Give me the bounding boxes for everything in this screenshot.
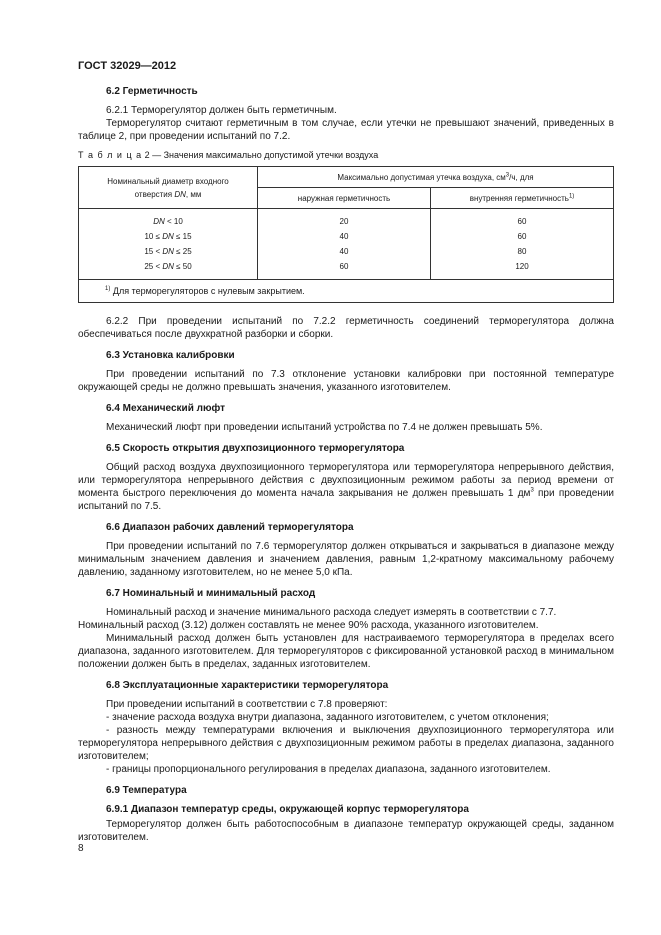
cell-external: 60 — [258, 259, 431, 280]
paragraph-6-2-1: 6.2.1 Терморегулятор должен быть герметичным. — [106, 105, 337, 116]
table-header-row — [79, 167, 614, 188]
section-6-9-1-heading: 6.9.1 Диапазон температур среды, окружающей корпус терморегулятора — [106, 804, 469, 815]
table-footnote: $^{1)}$ Для терморегуляторов с нулевым закрытием. — [79, 280, 614, 303]
paragraph-6-2-2: 6.2.2 При проведении испытаний по 7.2.2 герметичность соединений терморегулятора должна обеспечиваться после двухкратной разборки и сборки. — [78, 316, 614, 340]
cell-external: 20 — [258, 209, 431, 230]
section-6-2-heading: 6.2 Герметичность — [106, 86, 198, 97]
cell-dn: 25 < DN ≤ 50 — [79, 259, 258, 280]
cell-external: 40 — [258, 244, 431, 259]
section-6-6-heading: 6.6 Диапазон рабочих давлений терморегулятора — [106, 522, 354, 533]
section-6-4-heading: 6.4 Механический люфт — [106, 403, 226, 414]
section-6-8-heading: 6.8 Эксплуатационные характеристики терморегулятора — [106, 680, 389, 691]
paragraph-6-6: При проведении испытаний по 7.6 терморегулятор должен открываться и закрываться в диапазоне между минимальным значением давления и значением давления, равным 1,2-кратному максимальному рабочему давлению, заданному изготовителем, но не менее 5,0 кПа. — [78, 541, 614, 578]
table-footnote-row — [79, 280, 614, 303]
page-number: 8 — [78, 843, 84, 854]
section-6-5-heading: 6.5 Скорость открытия двухпозиционного терморегулятора — [106, 443, 405, 454]
section-6-7-heading: 6.7 Номинальный и минимальный расход — [106, 588, 316, 599]
header-internal: внутренняя герметичность$^{1)}$ — [431, 188, 614, 209]
header-external: наружная герметичность — [258, 188, 431, 209]
table-row — [79, 229, 614, 244]
paragraph-6-3: При проведении испытаний по 7.3 отклонение установки калибровки при постоянной температуре окружающей среды не должно превышать значения, указанного изготовителем. — [78, 369, 614, 393]
standard-header: ГОСТ 32029—2012 — [78, 60, 177, 72]
section-6-3-heading: 6.3 Установка калибровки — [106, 350, 235, 361]
table-caption — [78, 149, 614, 162]
cell-dn: 15 < DN ≤ 25 — [79, 244, 258, 259]
table-row — [79, 259, 614, 280]
cell-dn: 10 ≤ DN ≤ 15 — [79, 229, 258, 244]
list-item: - разность между температурами включения и выключения двухпозиционного терморегулятора или терморегулятора непрерывного действия с двухпозиционным режимом работы в пределах диапазона, заданного изготовителем; — [78, 725, 614, 762]
paragraph-6-5: Общий расход воздуха двухпозиционного терморегулятора или терморегулятора непрерывного действия, или терморегулятора непрерывного действия с двухпозиционным режимом работы за период времени от момента быстрого переключения до момента начала закрывания не должен превышать 1 $дм^3$ при проведении испытаний по 7.5. — [78, 462, 614, 512]
paragraph-6-8-intro: При проведении испытаний в соответствии с 7.8 проверяют: — [106, 699, 388, 710]
leakage-table — [78, 166, 614, 303]
list-item: - значение расхода воздуха внутри диапазона, заданного изготовителем, с учетом отклонения; — [106, 712, 549, 723]
header-diameter: Номинальный диаметр входного отверстия DN, мм — [79, 167, 258, 209]
table-row — [79, 244, 614, 259]
cell-internal: 60 — [431, 209, 614, 230]
table-caption-lead: Т а б л и ц а — [78, 150, 143, 160]
table-caption-text: 2 — Значения максимально допустимой утечки воздуха — [142, 150, 379, 160]
section-6-9-heading: 6.9 Температура — [106, 785, 187, 796]
paragraph-6-7-1: Номинальный расход и значение минимального расхода следует измерять в соответствии с 7.7. — [106, 607, 557, 618]
cell-internal: 120 — [431, 259, 614, 280]
paragraph-6-9-1: Терморегулятор должен быть работоспособным в диапазоне температур окружающей среды, заданном изготовителем. — [78, 819, 614, 843]
paragraph-6-4: Механический люфт при проведении испытаний устройства по 7.4 не должен превышать 5%. — [106, 422, 543, 433]
cell-external: 40 — [258, 229, 431, 244]
table-row — [79, 209, 614, 230]
page-content — [78, 85, 614, 844]
cell-internal: 60 — [431, 229, 614, 244]
header-max-leakage: Максимально допустимая утечка воздуха, $см^3/ч$, для — [258, 167, 614, 188]
cell-dn: DN < 10 — [79, 209, 258, 230]
paragraph-6-7-3: Минимальный расход должен быть установлен для настраиваемого терморегулятора в пределах всего диапазона, заданного изготовителем. Для терморегуляторов с фиксированной установкой расход в минимальном положении должен быть в пределах, заданных изготовителем. — [78, 633, 614, 670]
cell-internal: 80 — [431, 244, 614, 259]
paragraph-6-7-2: Номинальный расход (3.12) должен составлять не менее 90% расхода, указанного изготовителем. — [78, 620, 539, 631]
list-item: - границы пропорционального регулирования в пределах диапазона, заданного изготовителем. — [106, 764, 551, 775]
paragraph-6-2-text: Терморегулятор считают герметичным в том случае, если утечки не превышают значений, приведенных в таблице 2, при проведении испытаний по 7.2. — [78, 118, 614, 142]
